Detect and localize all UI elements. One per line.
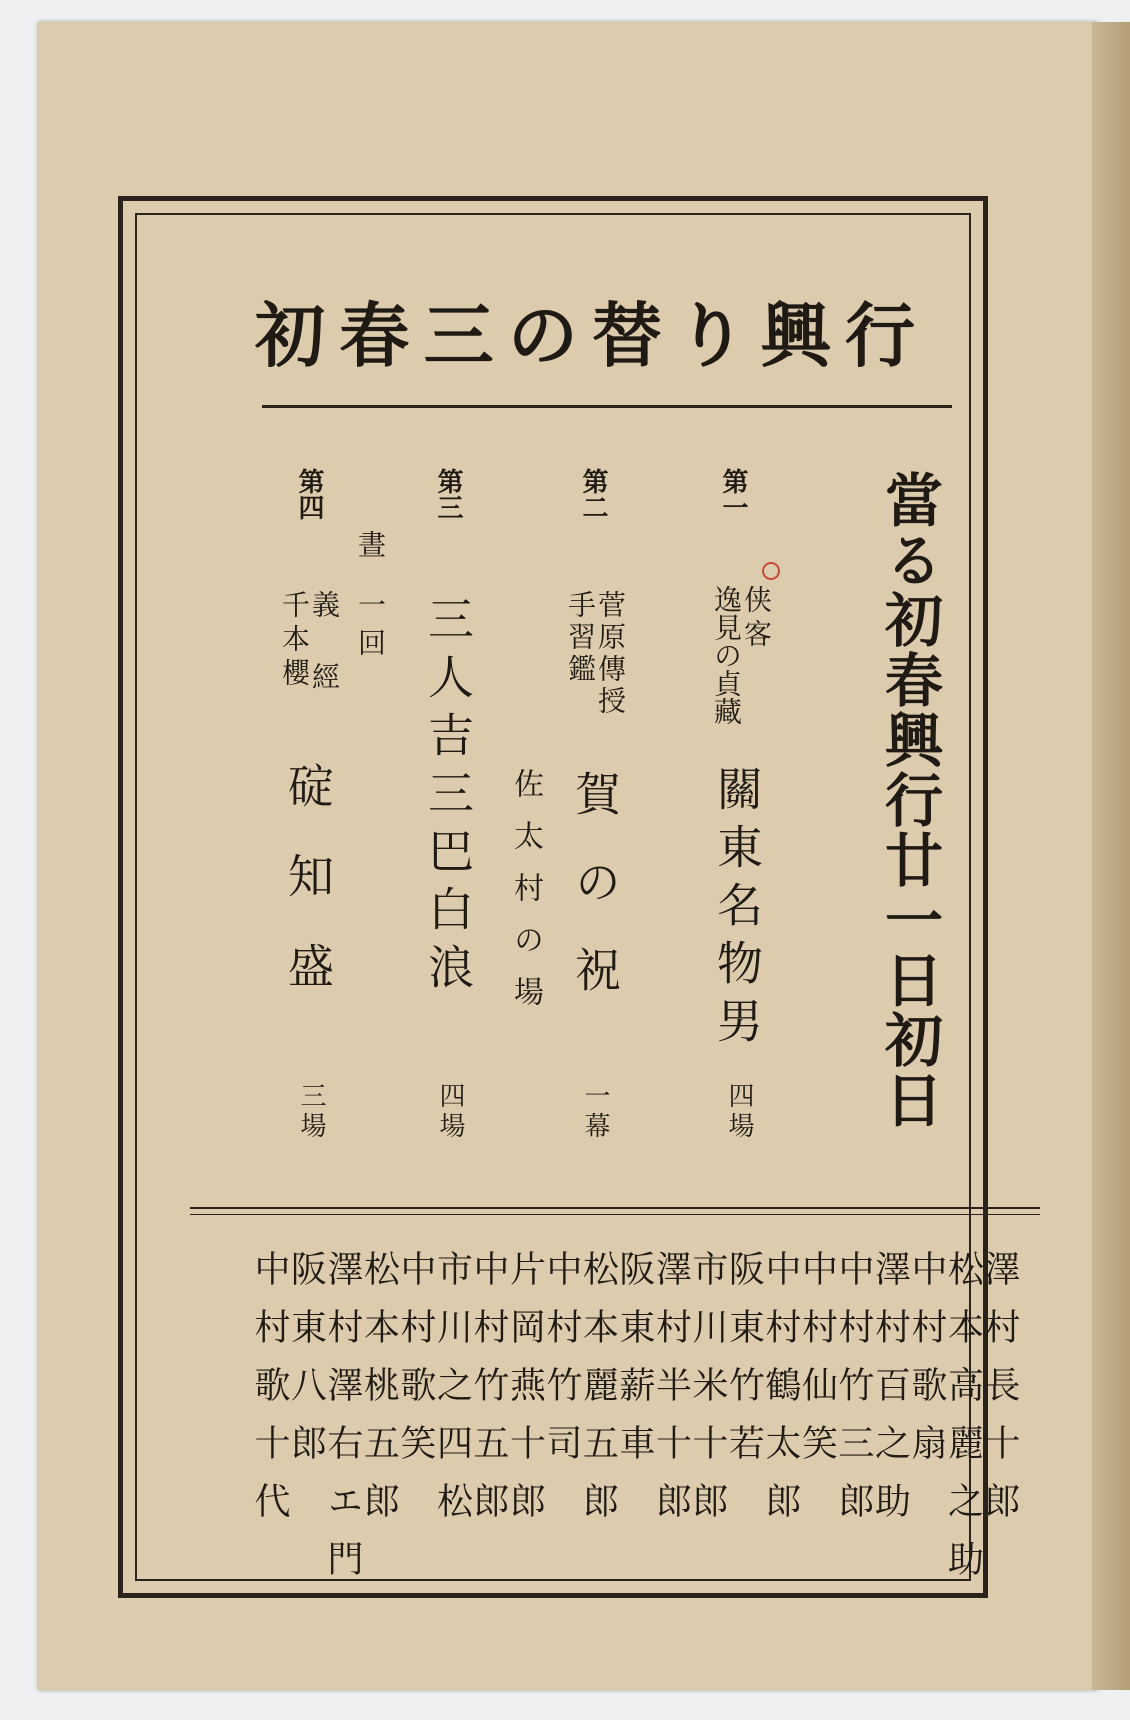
act-4-scenes: 三場 <box>296 1082 326 1142</box>
act-4-name: 碇知盛 <box>281 762 335 1032</box>
act-2-name: 賀の祝 <box>568 770 622 1034</box>
cast-member: 中村歌扇 <box>906 1250 947 1482</box>
next-page-edge <box>1092 22 1130 1690</box>
cast-member: 中村竹司 <box>541 1250 582 1482</box>
title-rule <box>262 405 952 408</box>
act-1-subtitle-b: 逸見の貞藏 <box>710 585 743 725</box>
title-char: 春 <box>339 293 410 377</box>
act-1-number: 第一 <box>718 468 748 520</box>
cast-member: 松本高麗之助 <box>942 1250 984 1598</box>
cast-member: 中村仙笑 <box>796 1250 838 1482</box>
title-char: 初 <box>255 293 325 377</box>
red-circle-mark <box>762 562 780 580</box>
date-line: 當る初春興行廿一日初日 <box>875 470 943 1130</box>
cast-member: 中村竹五郎 <box>468 1250 509 1540</box>
act-2-scenes: 一幕 <box>580 1082 610 1142</box>
cast-member: 市川米十郎 <box>687 1250 728 1540</box>
title-char: り <box>676 293 747 377</box>
cast-divider-secondary <box>190 1214 1040 1215</box>
cast-member: 松本麗五郎 <box>577 1250 619 1540</box>
act-4-subtitle-a: 一回 <box>354 590 387 666</box>
act-2-subtitle-a: 菅原傳授 <box>594 590 627 718</box>
act-4-number: 第四 <box>294 468 324 520</box>
cast-member: 中村歌笑 <box>395 1250 436 1482</box>
cast-member: 市川之四松 <box>431 1250 473 1540</box>
cast-member: 澤村半十郎 <box>650 1250 692 1540</box>
title-char: 三 <box>423 293 494 377</box>
cast-member: 阪東竹若 <box>723 1250 765 1482</box>
act-2-note: 佐太村の場 <box>508 768 543 1028</box>
act-1-name: 關東名物男 <box>710 765 764 1055</box>
cast-member: 澤村長十郎 <box>979 1250 1020 1540</box>
page-title <box>255 285 915 375</box>
act-4-top: 晝 <box>354 530 387 558</box>
cast-member: 松本桃五郎 <box>358 1250 400 1540</box>
title-char: の <box>507 293 578 377</box>
cast-member: 中村竹三郎 <box>833 1250 874 1540</box>
cast-member: 澤村澤右エ門 <box>322 1250 363 1598</box>
title-char: 興 <box>760 293 831 377</box>
cast-member: 中村歌十代 <box>249 1250 290 1540</box>
cast-divider <box>190 1207 1040 1209</box>
act-1-scenes: 四場 <box>724 1082 754 1142</box>
cast-member: 片岡燕十郎 <box>504 1250 546 1540</box>
act-3-name: 三人吉三巴白浪 <box>421 595 475 1001</box>
act-4-subtitle-b: 義經 <box>308 590 341 734</box>
cast-member: 阪東薪車 <box>614 1250 655 1482</box>
cast-member: 澤村百之助 <box>869 1250 911 1540</box>
act-1-subtitle-a: 侠客 <box>740 585 773 653</box>
cast-member: 中村鶴太郎 <box>760 1250 801 1540</box>
act-3-scenes: 四場 <box>435 1082 465 1142</box>
title-char: 行 <box>844 293 915 377</box>
act-3-number: 第三 <box>433 468 463 520</box>
act-2-subtitle-b: 手習鑑 <box>564 590 597 686</box>
act-2-number: 第二 <box>578 468 608 520</box>
act-4-subtitle-c: 千本櫻 <box>278 590 311 692</box>
title-char: 替 <box>592 293 663 377</box>
cast-member: 阪東八郎 <box>285 1250 327 1482</box>
